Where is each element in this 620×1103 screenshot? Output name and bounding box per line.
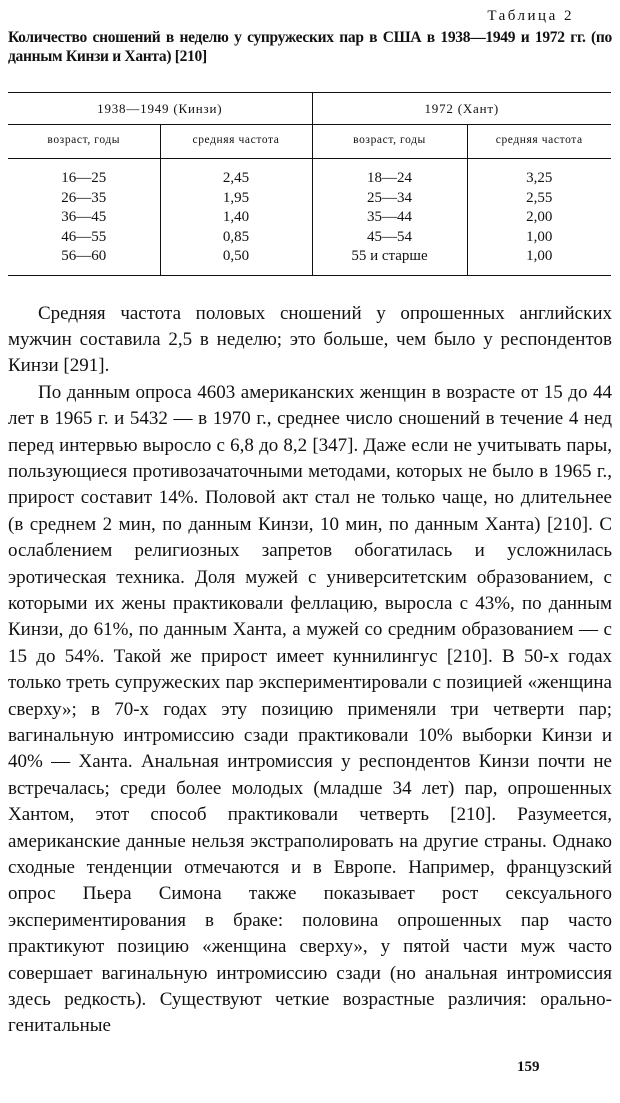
column-header: возраст, годы [312, 125, 467, 159]
body-text [8, 301, 612, 1040]
table-cell: 1,00 [526, 248, 553, 264]
table-cell: 1,95 [160, 189, 312, 209]
table-body [8, 159, 611, 276]
column-header: средняя частота [467, 125, 611, 159]
table-cell: 56—60 [8, 247, 160, 275]
table-cell: 0,85 [160, 228, 312, 248]
page [8, 6, 612, 1040]
table-row [8, 208, 611, 228]
table-cell: 36—45 [8, 208, 160, 228]
table-cell: 46—55 [8, 228, 160, 248]
page-number: 159 [517, 1059, 540, 1075]
table-cell: 18—24 [312, 159, 467, 189]
table-cell: 25—34 [312, 189, 467, 209]
frequency-table [8, 92, 611, 276]
table-cell: 55 и старше [312, 247, 467, 275]
table-caption: Количество сношений в неделю у супружеских пар в США в 1938—1949 и 1972 гг. (по данным Кинзи и Ханта) [210] [8, 29, 612, 65]
table-cell: 2,55 [526, 189, 553, 206]
table-row [8, 228, 611, 248]
paragraph: Средняя частота половых сношений у опрошенных английских мужчин составила 2,5 в неделю; это больше, чем было у респондентов Кинзи [291]. [8, 302, 612, 377]
table-row [8, 189, 611, 209]
table-cell: 0,50 [160, 247, 312, 275]
table-cell: 2,45 [160, 159, 312, 189]
group-header-kinsey: 1938—1949 (Кинзи) [8, 93, 312, 125]
table-cell: 2,00 [526, 209, 553, 225]
table-row [8, 159, 611, 189]
table-cell: 35—44 [312, 208, 467, 228]
table-cell: 45—54 [312, 228, 467, 248]
table-label: Таблица 2 [487, 8, 574, 24]
table-cell: 26—35 [8, 189, 160, 209]
table-cell: 1,40 [160, 208, 312, 228]
column-header: возраст, годы [8, 125, 160, 159]
table-cell: 1,00 [526, 228, 553, 245]
table-cell: 16—25 [8, 159, 160, 189]
paragraph: По данным опроса 4603 американских женщин в возрасте от 15 до 44 лет в 1965 г. и 5432 — в 1970 г., среднее число сношений в течение 4 нед перед интервью выросло с 6,8 до 8,2 [347]. Даже если не учитывать пары, пользующиеся противозачаточными методами, которых не было в 1965 г., прирост составит 14%. Половой акт стал не только чаще, но длительнее (в среднем 2 мин, по данным Кинзи, 10 мин, по данным Ханта) [210]. С ослаблением религиозных запретов обогатилась и усложнилась эротическая техника. Доля мужей с университетским образованием, с которыми их жены практиковали феллацию, выросла с 43%, по данным Кинзи, до 61%, по данным Ханта, а мужей со средним образованием — с 15 до 54%. Такой же прирост имеет куннилингус [210]. В 50-х годах только треть супружеских пар экспериментировали с позицией «женщина сверху»; в 70-х годах эту позицию применяли три четверти пар; вагинальную интромиссию сзади практиковали 10% выборки Кинзи и 40% — Ханта. Анальная интромиссия у респондентов Кинзи почти не встречалась; среди более молодых (младше 34 лет) пар, опрошенных Хантом, этот способ практиковали четверть [210]. Разумеется, американские данные нельзя экстраполировать на другие страны. Однако сходные тенденции отмечаются и в Европе. Например, французский опрос Пьера Симона также показывает рост сексуального экспериментирования в браке: половина опрошенных пар часто практикуют позицию «женщина сверху», у пятой части муж часто совершает вагинальную интромиссию сзади (но анальная интромиссия здесь редкость). Существуют четкие возрастные различия: орально-генитальные [8, 381, 612, 1037]
group-header-hunt: 1972 (Хант) [312, 93, 611, 125]
table-cell: 3,25 [526, 170, 553, 186]
table-row [8, 247, 611, 275]
column-header: средняя частота [160, 125, 312, 159]
